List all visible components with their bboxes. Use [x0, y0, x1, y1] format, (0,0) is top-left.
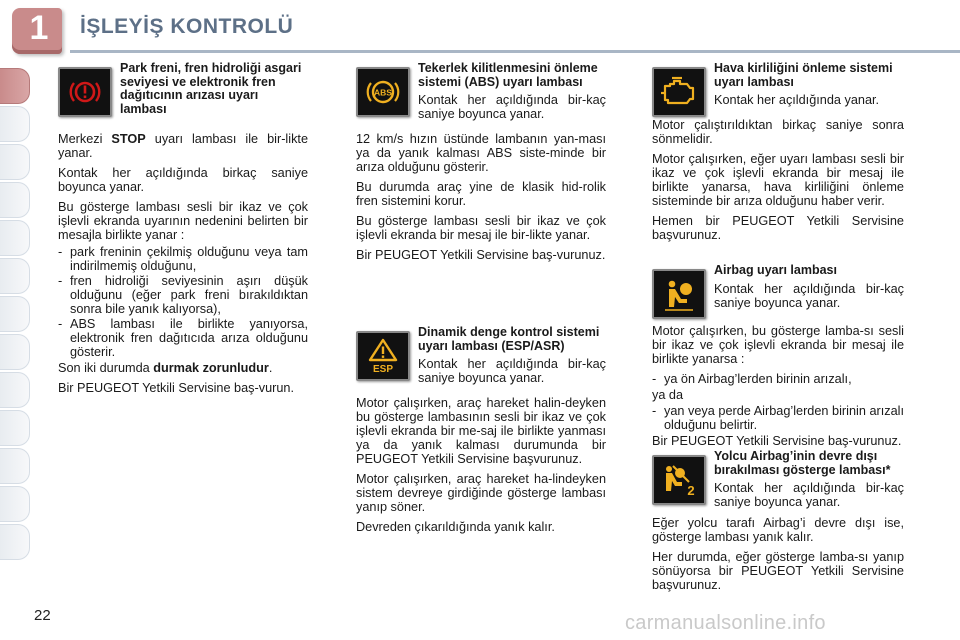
passenger-airbag-title: Yolcu Airbag’inin devre dışı bırakılması gösterge lambası*	[714, 449, 891, 477]
side-tab[interactable]	[0, 486, 30, 522]
side-tab[interactable]	[0, 372, 30, 408]
watermark: carmanualsonline.info	[625, 612, 826, 634]
abs-p4: Bir PEUGEOT Yetkili Servisine baş-vurunuz.	[356, 248, 606, 262]
parking-p4-post: .	[268, 361, 273, 375]
side-tab[interactable]	[0, 334, 30, 370]
parking-brake-section	[58, 62, 308, 132]
esp-warning-icon	[356, 331, 410, 381]
parking-p1-post: uyarı lambası ile bir-likte yanar.	[58, 132, 308, 160]
parking-p1-pre: Merkezi	[58, 132, 112, 146]
svg-text:2: 2	[687, 483, 695, 498]
column-left	[58, 62, 308, 401]
list-item: - fren hidroliği seviyesinin aşırı düşük olduğunu (eğer park freni bırakıldıktan sonra bile yanık kalıyorsa),	[58, 274, 308, 316]
side-tab[interactable]	[0, 182, 30, 218]
esp-p2: Motor çalışırken, araç hareket ha-lindeyken sistem devreye girdiğinde gösterge lambası yanıp söner.	[356, 472, 606, 514]
side-tab[interactable]	[0, 144, 30, 180]
parking-brake-title: Park freni, fren hidroliği asgari seviyesi ve elektronik fren dağıtıcının arızası uyarı lambası	[120, 61, 302, 116]
stop-required-label: durmak zorunludur	[153, 361, 269, 375]
side-tab[interactable]	[0, 524, 30, 560]
list-item: - yan veya perde Airbag’lerden birinin arızalı olduğunu belirtir.	[652, 404, 904, 432]
airbag-or: ya da	[652, 388, 684, 402]
abs-p2: Bu durumda araç yine de klasik hid-rolik fren sistemini korur.	[356, 180, 606, 208]
side-tab[interactable]	[0, 410, 30, 446]
airbag-cause-list-1	[652, 372, 904, 386]
header-rule	[70, 50, 960, 53]
esp-subtitle: Kontak her açıldığında bir-kaç saniye boyunca yanar.	[418, 357, 606, 385]
parking-p4	[58, 361, 308, 375]
airbag-cause-list-2	[652, 404, 904, 432]
abs-title: Tekerlek kilitlenmesini önleme sistemi (ABS) uyarı lambası	[418, 61, 598, 89]
passenger-p1: Eğer yolcu tarafı Airbag’i devre dışı ise, gösterge lambası yanık kalır.	[652, 516, 904, 544]
side-tab[interactable]	[0, 106, 30, 142]
airbag-p1: Motor çalışırken, bu gösterge lamba-sı sesli bir ikaz ve çok işlevli ekranda bir mesaj ile birlikte yanarsa :	[652, 324, 904, 366]
esp-section	[356, 326, 606, 396]
side-tabs	[0, 68, 34, 562]
parking-cause-list	[58, 245, 308, 359]
list-item: - ABS lambası ile birlikte yanıyorsa, elektronik fren dağıtıcıda arıza olduğunu gösterir.	[58, 317, 308, 359]
parking-p3: Bu gösterge lambası sesli bir ikaz ve çok işlevli ekranda uyarının nedenini belirten bir mesajla birlikte yanar :	[58, 200, 308, 242]
airbag-section	[652, 264, 904, 324]
esp-p3: Devreden çıkarıldığında yanık kalır.	[356, 520, 555, 534]
airbag-p2: Bir PEUGEOT Yetkili Servisine baş-vurunuz.	[652, 434, 902, 448]
stop-label: STOP	[111, 132, 146, 146]
brake-warning-icon	[58, 67, 112, 117]
esp-title: Dinamik denge kontrol sistemi uyarı lambası (ESP/ASR)	[418, 325, 600, 353]
airbag-warning-icon	[652, 269, 706, 319]
parking-p5: Bir PEUGEOT Yetkili Servisine baş-vurun.	[58, 381, 294, 395]
emission-p3: Hemen bir PEUGEOT Yetkili Servisine başvurunuz.	[652, 214, 904, 242]
esp-p1: Motor çalışırken, araç hareket halin-deyken bu gösterge lambasının sesli bir ikaz ve çok işlevli ekranda bir me-saj ile birlikte yanması ya da yanık kalması durumunda bir PEUGEOT Yetkili Servisine başvurunuz.	[356, 396, 606, 466]
parking-p1	[58, 132, 308, 160]
esp-icon-text: ESP	[372, 364, 394, 375]
abs-p1: 12 km/s hızın üstünde lambanın yan-ması ya da yanık kalması ABS siste-minde bir arıza olduğunu gösterir.	[356, 132, 606, 174]
abs-warning-icon	[356, 67, 410, 117]
airbag-subtitle: Kontak her açıldığında bir-kaç saniye boyunca yanar.	[714, 281, 904, 310]
chapter-title: İŞLEYİŞ KONTROLÜ	[80, 15, 294, 38]
list-item: - park freninin çekilmiş olduğunu veya tam indirilmemiş olduğunu,	[58, 245, 308, 273]
parking-p2: Kontak her açıldığında birkaç saniye boyunca yanar.	[58, 166, 308, 194]
side-tab[interactable]	[0, 448, 30, 484]
passenger-airbag-off-icon	[652, 455, 706, 505]
abs-section	[356, 62, 606, 132]
emission-subtitle: Kontak her açıldığında yanar.	[714, 93, 880, 107]
parking-p4-pre: Son iki durumda	[58, 361, 154, 375]
emission-p2: Motor çalışırken, eğer uyarı lambası sesli bir ikaz ve çok işlevli ekranda bir mesaj ile birlikte yanarsa, hava kirliliğini önleme sisteminde bir arıza olduğunu haber verir.	[652, 152, 904, 208]
passenger-p2: Her durumda, eğer gösterge lamba-sı yanıp sönüyorsa bir PEUGEOT Yetkili Servisine başvurunuz.	[652, 550, 904, 592]
emission-title: Hava kirliliğini önleme sistemi uyarı lambası	[714, 61, 893, 89]
column-middle	[356, 62, 606, 540]
side-tab-active[interactable]	[0, 68, 30, 104]
list-item: - ya ön Airbag’lerden birinin arızalı,	[652, 372, 904, 386]
engine-check-icon	[652, 67, 706, 117]
chapter-number: 1	[29, 9, 49, 47]
airbag-title: Airbag uyarı lambası	[714, 263, 837, 277]
side-tab[interactable]	[0, 296, 30, 332]
svg-text:ABS: ABS	[374, 87, 392, 98]
passenger-airbag-subtitle: Kontak her açıldığında bir-kaç saniye boyunca yanar.	[714, 481, 904, 509]
abs-p3: Bu gösterge lambası sesli bir ikaz ve çok işlevli ekranda bir mesaj ile bir-likte yanar.	[356, 214, 606, 242]
side-tab[interactable]	[0, 258, 30, 294]
abs-subtitle: Kontak her açıldığında bir-kaç saniye boyunca yanar.	[418, 93, 606, 121]
column-right	[652, 62, 904, 598]
page-number: 22	[34, 607, 51, 624]
side-tab[interactable]	[0, 220, 30, 256]
emission-section	[652, 62, 904, 118]
passenger-airbag-section	[652, 450, 904, 516]
emission-p1: Motor çalıştırıldıktan birkaç saniye sonra sönmelidir.	[652, 118, 904, 146]
